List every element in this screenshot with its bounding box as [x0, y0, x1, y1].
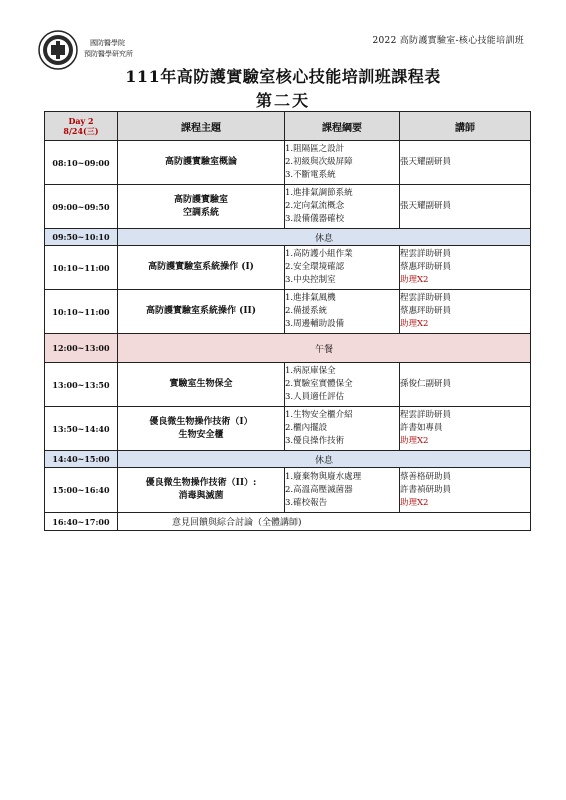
outline-item: 1.高防護小組作業 — [285, 249, 353, 259]
document-subtitle: 第二天 — [255, 91, 310, 110]
instructors — [400, 290, 531, 334]
course-outline — [285, 363, 400, 407]
schedule-body — [45, 141, 531, 531]
day-date: 8/24(三) — [63, 126, 99, 136]
outline-item: 1.進排氣調節系統 — [285, 188, 353, 198]
schedule-table — [44, 111, 531, 531]
instructor-name: 孫俊仁副研員 — [400, 379, 452, 389]
instructor-header: 講師 — [400, 112, 531, 141]
time-slot: 10:10~11:00 — [45, 246, 118, 290]
outline-item: 2.定向氣流概念 — [285, 201, 345, 211]
course-topic — [118, 141, 285, 185]
outline-item: 2.初級與次級屏障 — [285, 157, 353, 167]
outline-item: 2.櫃內擺設 — [285, 423, 328, 433]
time-slot: 08:10~09:00 — [45, 141, 118, 185]
time-slot: 15:00~16:40 — [45, 468, 118, 513]
organization-name — [84, 38, 133, 60]
course-outline — [285, 185, 400, 229]
time-slot: 13:50~14:40 — [45, 407, 118, 451]
table-row — [45, 513, 531, 531]
time-slot: 09:50~10:10 — [45, 229, 118, 246]
course-outline — [285, 290, 400, 334]
table-row — [45, 363, 531, 407]
instructors — [400, 468, 531, 513]
instructor-name: 蔡惠玶助研員 — [400, 306, 452, 316]
outline-item: 2.高溫高壓滅菌器 — [285, 484, 353, 495]
instructor-name: 助理X2 — [400, 497, 429, 508]
topic-line: 空調系統 — [182, 207, 219, 218]
table-row — [45, 246, 531, 290]
outline-item: 3.不斷電系統 — [285, 170, 336, 180]
outline-item: 1.進排氣風機 — [285, 293, 336, 303]
instructor-name: 助理X2 — [400, 275, 429, 285]
outline-item: 1.生物安全櫃介紹 — [285, 410, 353, 420]
course-outline — [285, 468, 400, 513]
instructor-name: 程雲詳助研員 — [400, 249, 452, 259]
session-label: 午餐 — [118, 334, 531, 363]
instructors — [400, 363, 531, 407]
course-topic — [118, 290, 285, 334]
instructors — [400, 407, 531, 451]
outline-item: 2.安全環境確認 — [285, 262, 345, 272]
outline-item: 3.周邊輔助設備 — [285, 319, 345, 329]
course-outline — [285, 407, 400, 451]
instructor-name: 張天耀副研員 — [400, 201, 452, 211]
outline-item: 1.阻隔區之設計 — [285, 144, 345, 154]
org-line-2: 預防醫學研究所 — [84, 50, 133, 58]
topic-line: 生物安全櫃 — [178, 429, 224, 440]
instructors — [400, 246, 531, 290]
outline-item: 2.備援系統 — [285, 306, 328, 316]
outline-item: 1.廢棄物與廢水處理 — [285, 471, 362, 482]
outline-item: 2.實驗室實體保全 — [285, 379, 353, 389]
topic-line: 消毒與滅菌 — [178, 491, 224, 501]
instructor-name: 程雲詳助研員 — [400, 410, 452, 420]
time-slot: 10:10~11:00 — [45, 290, 118, 334]
day-date-header — [45, 112, 118, 141]
outline-item: 3.優良操作技術 — [285, 436, 345, 446]
instructor-name: 許書禎研助員 — [400, 484, 452, 495]
instructor-name: 蔡善格研助員 — [400, 471, 452, 482]
instructors — [400, 141, 531, 185]
course-outline — [285, 246, 400, 290]
topic-line: 高防護實驗室 — [173, 194, 228, 205]
session-label: 休息 — [118, 229, 531, 246]
topic-line: 高防護實驗室系統操作 (II) — [145, 306, 257, 316]
course-topic — [118, 363, 285, 407]
time-slot: 16:40~17:00 — [45, 513, 118, 531]
instructors — [400, 185, 531, 229]
topic-line: 高防護實驗室概論 — [164, 157, 237, 167]
table-row — [45, 334, 531, 363]
topic-line: 優良微生物操作技術（I） — [149, 416, 253, 427]
table-row — [45, 290, 531, 334]
session-label: 意見回饋與綜合討論（全體講師) — [118, 513, 531, 531]
table-row — [45, 468, 531, 513]
document-header: 2022 高防護實驗室-核心技能培訓班 — [372, 36, 524, 46]
table-row — [45, 141, 531, 185]
instructor-name: 程雲詳助研員 — [400, 293, 452, 303]
instructor-name: 助理X2 — [400, 319, 429, 329]
time-slot: 12:00~13:00 — [45, 334, 118, 363]
time-slot: 14:40~15:00 — [45, 451, 118, 468]
outline-item: 3.中央控制室 — [285, 275, 336, 285]
course-topic — [118, 407, 285, 451]
table-row — [45, 229, 531, 246]
outline-item: 3.確校報告 — [285, 497, 328, 508]
outline-item: 3.人員適任評估 — [285, 392, 345, 402]
day-label: Day 2 — [68, 116, 94, 126]
course-outline — [285, 141, 400, 185]
time-slot: 09:00~09:50 — [45, 185, 118, 229]
table-row — [45, 185, 531, 229]
outline-header: 課程綱要 — [285, 112, 400, 141]
instructor-name: 蔡惠玶助研員 — [400, 262, 452, 272]
topic-header: 課程主題 — [118, 112, 285, 141]
org-line-1: 國防醫學院 — [90, 39, 125, 47]
time-slot: 13:00~13:50 — [45, 363, 118, 407]
course-topic — [118, 246, 285, 290]
topic-line: 高防護實驗室系統操作 (I) — [148, 262, 254, 272]
instructor-name: 許書如專員 — [400, 423, 443, 433]
instructor-name: 張天耀副研員 — [400, 157, 452, 167]
instructor-name: 助理X2 — [400, 436, 429, 446]
table-row — [45, 407, 531, 451]
course-topic — [118, 185, 285, 229]
topic-line: 優良微生物操作技術（II）: — [145, 478, 257, 488]
outline-item: 3.設備儀器確校 — [285, 214, 345, 224]
document-title: 111年高防護實驗室核心技能培訓班課程表 — [125, 67, 441, 86]
table-header-row — [45, 112, 531, 141]
table-row — [45, 451, 531, 468]
course-topic — [118, 468, 285, 513]
session-label: 休息 — [118, 451, 531, 468]
topic-line: 實驗室生物保全 — [169, 379, 233, 389]
outline-item: 1.病原庫保全 — [285, 366, 336, 376]
